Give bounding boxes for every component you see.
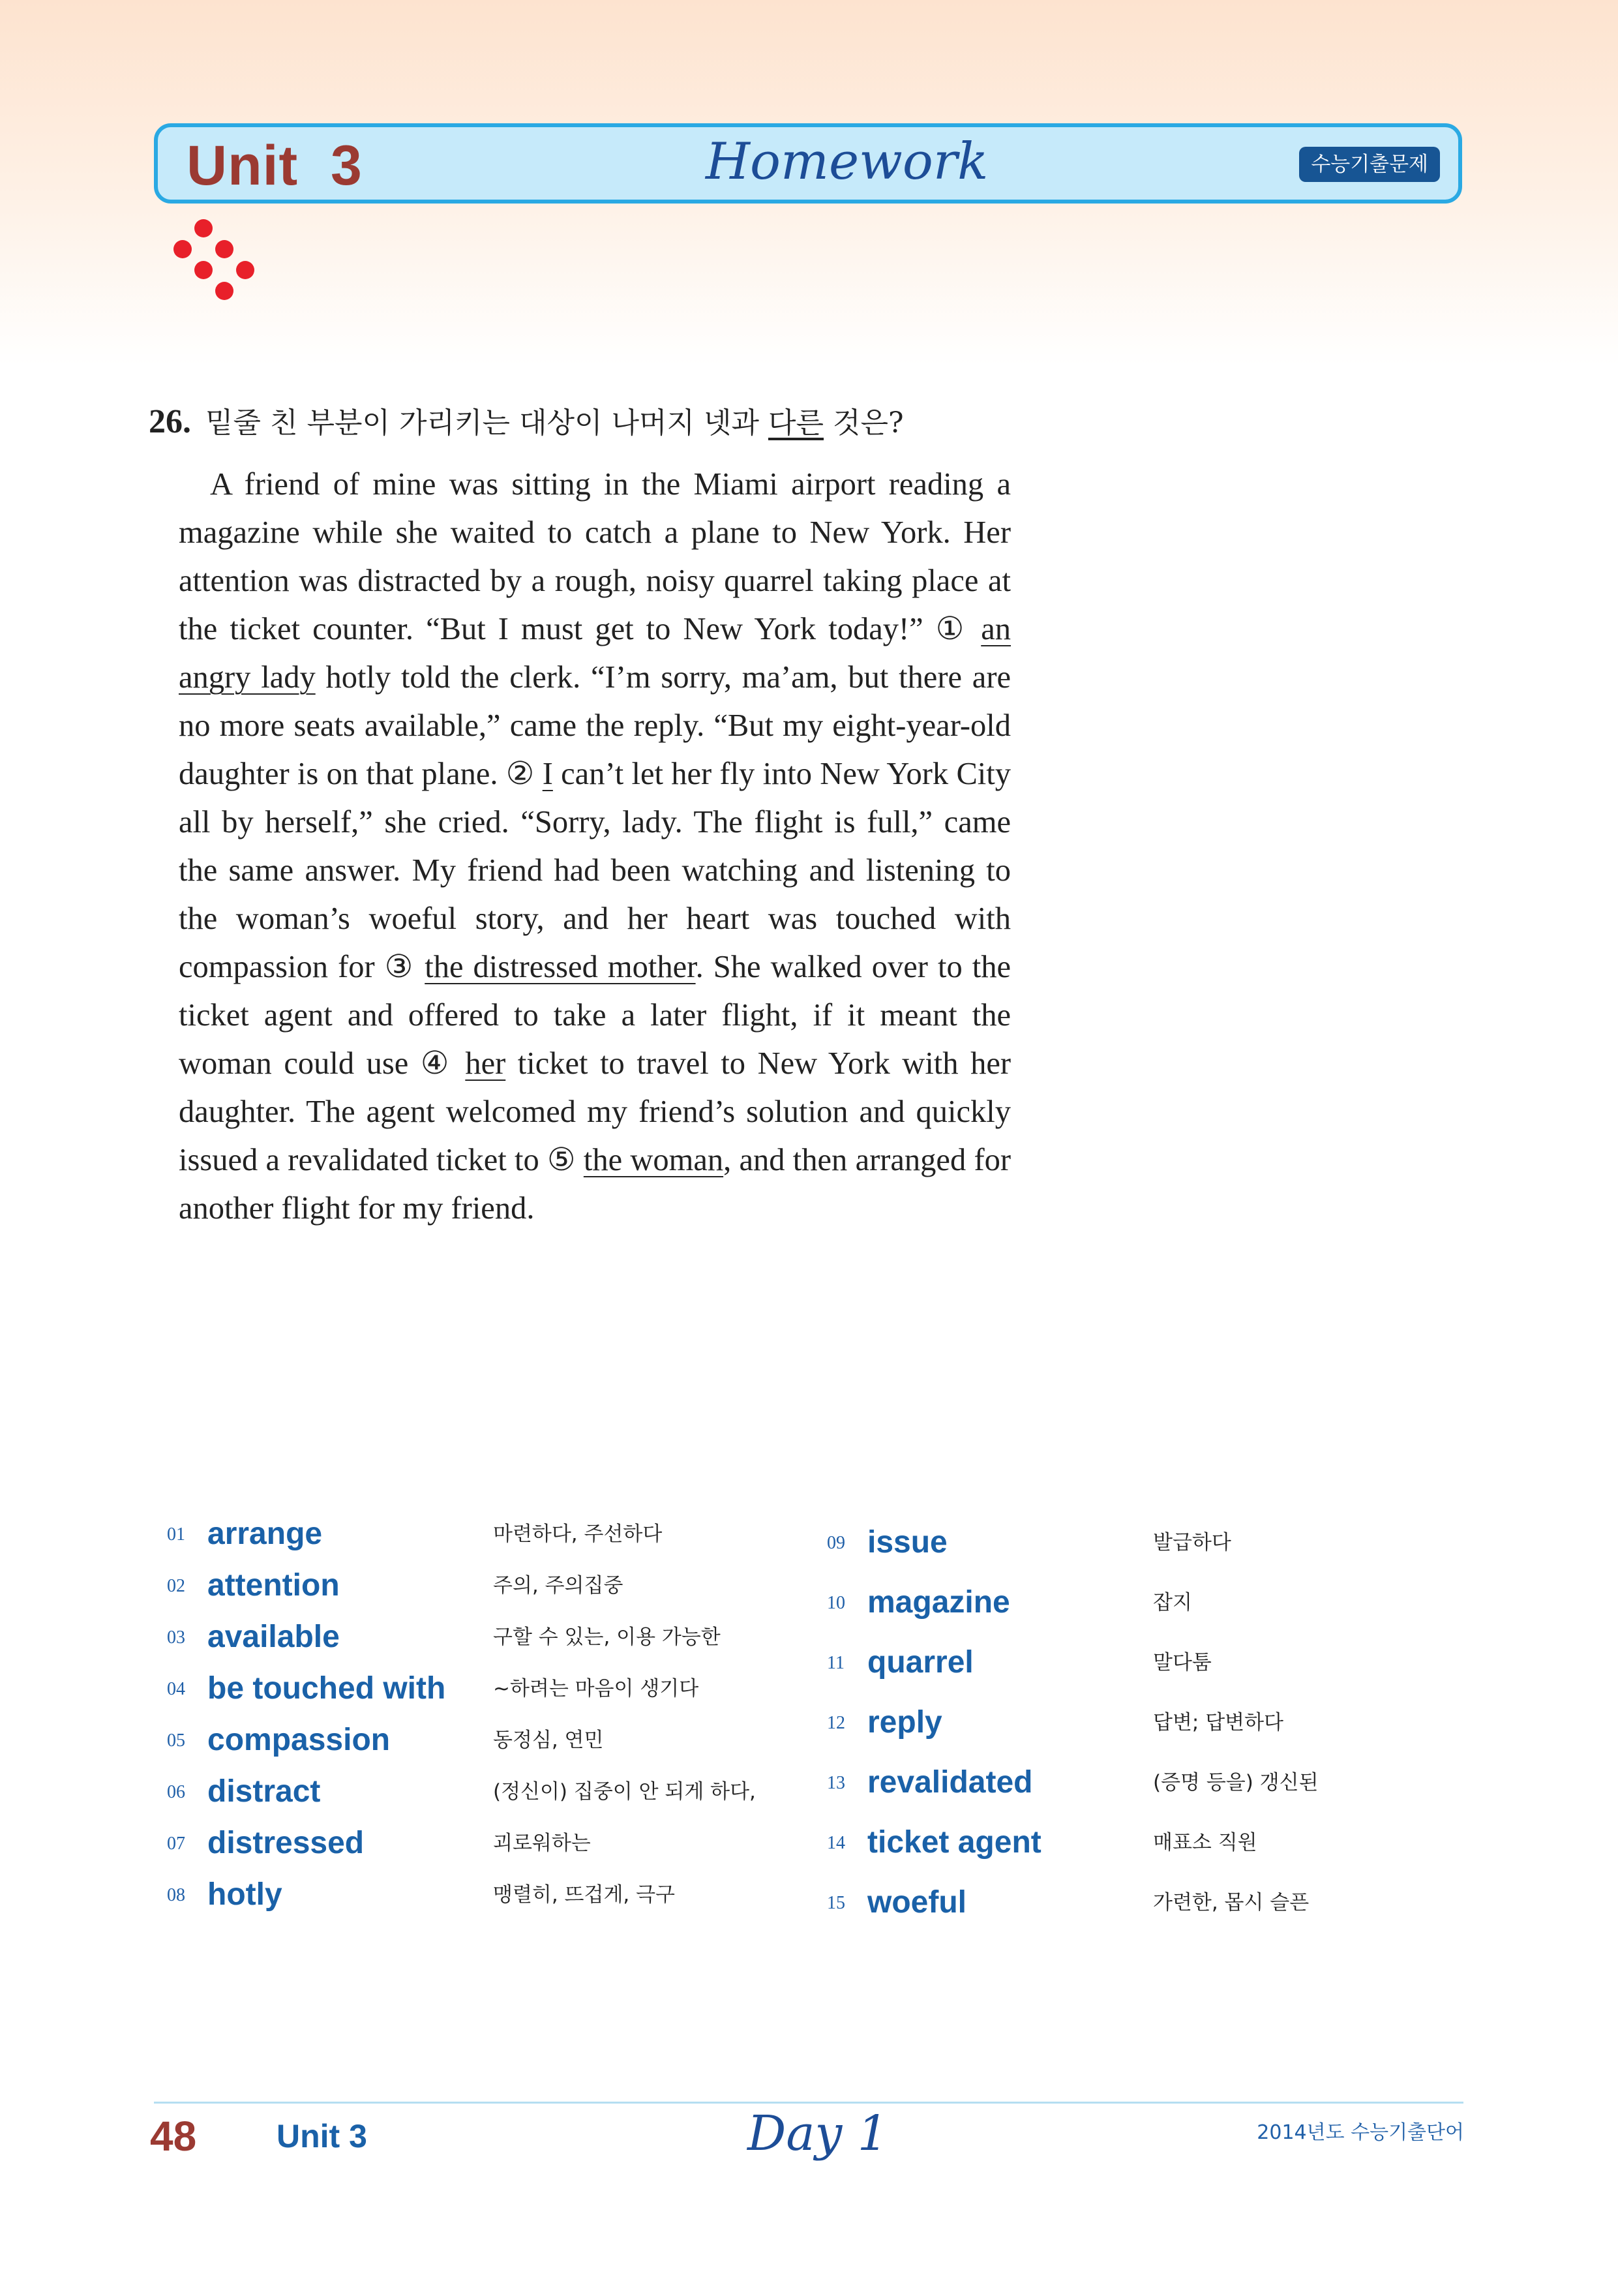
red-dots-decoration-icon: [171, 218, 257, 303]
vocab-word: be touched with: [207, 1671, 446, 1706]
vocab-item: [167, 1552, 793, 1603]
vocab-meaning: 말다툼: [1153, 1651, 1212, 1674]
vocab-item: [827, 1500, 1453, 1560]
vocab-meaning: 주의, 주의집중: [493, 1574, 623, 1597]
choice-underline-4: her: [465, 1046, 506, 1081]
vocab-number: 01: [167, 1524, 185, 1545]
vocab-number: 14: [827, 1833, 845, 1853]
vocab-number: 06: [167, 1782, 185, 1802]
footer-divider: [154, 2102, 1463, 2104]
vocab-meaning: 구할 수 있는, 이용 가능한: [493, 1625, 721, 1649]
vocab-item: [827, 1680, 1453, 1740]
vocab-number: 02: [167, 1576, 185, 1596]
vocab-meaning: 잡지: [1153, 1591, 1192, 1614]
vocab-number: 12: [827, 1713, 845, 1733]
exam-badge: 수능기출문제: [1299, 147, 1440, 182]
vocab-word: magazine: [867, 1585, 1010, 1620]
prompt-underlined-word: 다른: [768, 406, 824, 440]
vocab-item: [167, 1500, 793, 1552]
footer-unit-label: Unit 3: [277, 2118, 367, 2154]
vocab-word: arrange: [207, 1517, 323, 1551]
choice-marker-2: ②: [505, 757, 535, 791]
vocab-word: available: [207, 1620, 340, 1654]
choice-marker-1: ①: [935, 612, 969, 646]
vocab-item: [167, 1758, 793, 1809]
vocab-list-right: [827, 1500, 1453, 1920]
vocab-meaning: 마련하다, 주선하다: [493, 1522, 663, 1546]
vocab-item: [827, 1800, 1453, 1860]
vocab-item: [167, 1809, 793, 1861]
question-prompt: [149, 399, 1062, 441]
passage-text-1: A friend of mine was sitting in the Miami airport reading a magazine while she waited to catch a plane to New York. Her attention was distracted by a rough, noisy quarrel taking place at the ticket counter. “But I must get to New York today!”: [179, 467, 1011, 646]
vocab-item: [827, 1560, 1453, 1620]
passage-text-6: , and then arranged for another flight for my friend.: [179, 1143, 1011, 1226]
vocab-item: [827, 1740, 1453, 1800]
vocab-word: issue: [867, 1525, 948, 1560]
vocab-meaning: 발급하다: [1153, 1531, 1231, 1554]
vocab-item: [167, 1706, 793, 1758]
vocab-word: attention: [207, 1568, 340, 1603]
passage-text-2: hotly told the clerk. “I’m sorry, ma’am, but there are no more seats available,” came the reply. “But my eight-year-old daughter is on that plane.: [179, 660, 1011, 791]
homework-title: Homework: [706, 132, 989, 191]
vocab-number: 03: [167, 1627, 185, 1648]
prompt-text-end: 것은?: [824, 406, 904, 440]
choice-marker-5: ⑤: [547, 1143, 576, 1177]
vocab-meaning: 가련한, 몹시 슬픈: [1153, 1891, 1310, 1914]
page-number: 48: [150, 2113, 197, 2160]
question-number: 26.: [149, 403, 191, 440]
footer-day-label: Day 1: [747, 2106, 888, 2162]
vocab-word: compassion: [207, 1723, 391, 1757]
vocab-list-left: [167, 1500, 793, 1912]
reading-passage: [179, 461, 1011, 1233]
vocab-meaning: 매표소 직원: [1153, 1831, 1257, 1854]
unit-title: Unit 3: [187, 134, 363, 197]
choice-marker-3: ③: [384, 950, 415, 984]
vocab-word: quarrel: [867, 1645, 974, 1680]
passage-text-4: . She walked over to the ticket agent and offered to take a later flight, if it meant the woman could use: [179, 950, 1011, 1081]
vocab-number: 04: [167, 1679, 185, 1699]
vocab-meaning: (정신이) 집중이 안 되게 하다,: [493, 1780, 756, 1804]
vocab-word: woeful: [867, 1885, 966, 1920]
passage-text-5: ticket to travel to New York with her daughter. The agent welcomed my friend’s solution and quickly issued a revalidated ticket to: [179, 1046, 1011, 1177]
vocab-item: [167, 1655, 793, 1706]
vocab-meaning: 답변; 답변하다: [1153, 1711, 1283, 1734]
choice-underline-3: the distressed mother: [425, 950, 696, 984]
footer-source-label: 2014년도 수능기출단어: [1257, 2121, 1464, 2144]
vocab-meaning: 맹렬히, 뜨겁게, 극구: [493, 1883, 675, 1907]
vocab-meaning: 동정심, 연민: [493, 1729, 604, 1752]
passage-text-3: can’t let her fly into New York City all by herself,” she cried. “Sorry, lady. The flight is full,” came the same answer. My friend had been watching and listening to the woman’s woeful story, and her heart was touched with compassion for: [179, 757, 1011, 984]
vocab-word: revalidated: [867, 1765, 1033, 1800]
choice-underline-1: an angry lady: [179, 612, 1011, 695]
vocab-number: 05: [167, 1730, 185, 1751]
unit-header-bar: [154, 123, 1462, 204]
vocab-number: 07: [167, 1834, 185, 1854]
vocab-word: distract: [207, 1774, 321, 1809]
vocab-item: [827, 1860, 1453, 1920]
vocab-number: 15: [827, 1893, 845, 1913]
vocab-word: distressed: [207, 1826, 365, 1860]
vocab-meaning: (증명 등을) 갱신된: [1153, 1771, 1319, 1794]
vocab-item: [167, 1603, 793, 1655]
vocab-number: 11: [827, 1653, 845, 1673]
choice-underline-5: the woman: [583, 1143, 724, 1177]
vocab-item: [167, 1861, 793, 1912]
choice-marker-4: ④: [420, 1046, 453, 1081]
vocab-word: reply: [867, 1705, 942, 1740]
vocab-word: ticket agent: [867, 1825, 1041, 1860]
vocab-number: 13: [827, 1773, 845, 1793]
vocab-number: 09: [827, 1533, 845, 1553]
vocab-word: hotly: [207, 1877, 282, 1912]
vocab-item: [827, 1620, 1453, 1680]
vocab-meaning: ~하려는 마음이 생기다: [493, 1677, 699, 1700]
vocab-number: 08: [167, 1885, 185, 1905]
choice-underline-2: I: [542, 757, 553, 791]
vocab-meaning: 괴로워하는: [493, 1832, 591, 1855]
prompt-text-start: 밑줄 친 부분이 가리키는 대상이 나머지 넷과: [205, 406, 768, 440]
vocab-number: 10: [827, 1593, 845, 1613]
